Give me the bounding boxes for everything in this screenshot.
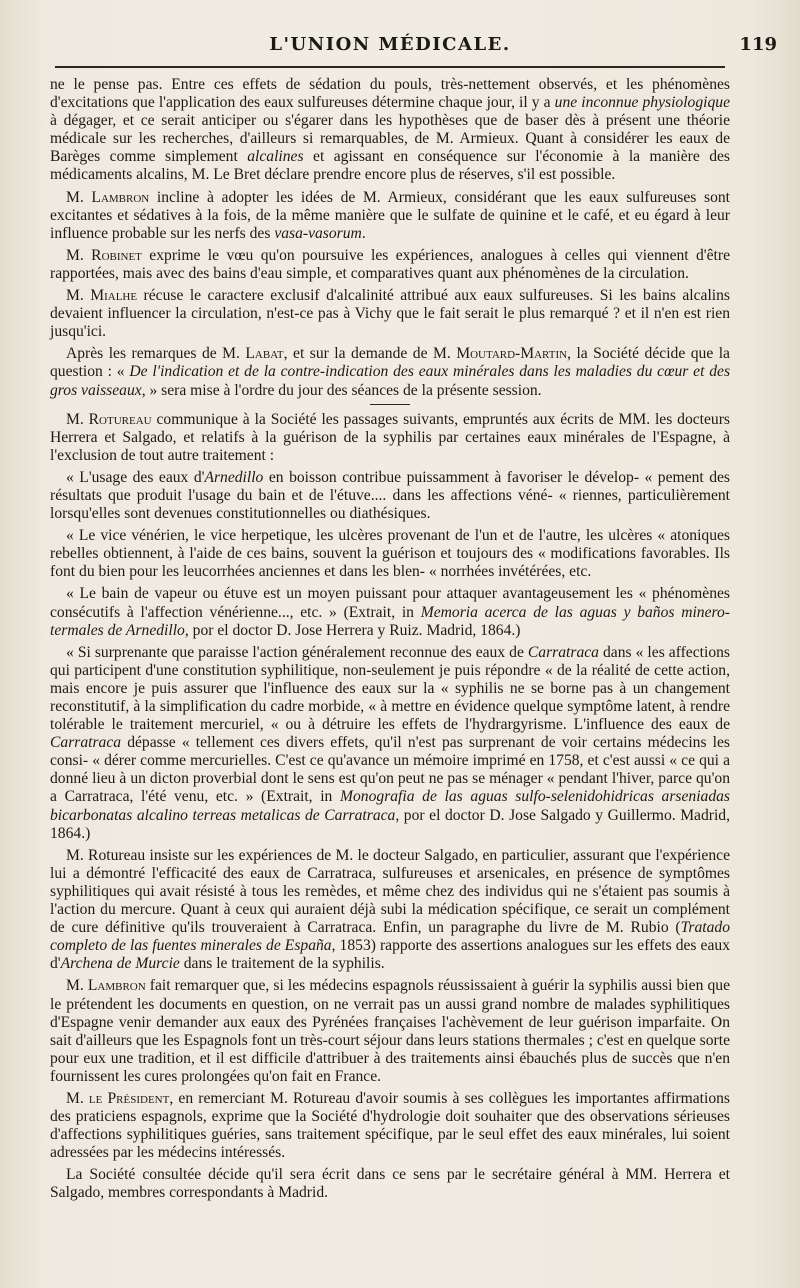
text-segment: , por el doctor D. Jose Salgado y Guillermo. Madrid, 1864.) bbox=[50, 806, 731, 842]
header-rule bbox=[55, 66, 725, 68]
text-segment: Lambron bbox=[91, 188, 150, 206]
running-title: L'UNION MÉDICALE. bbox=[269, 34, 511, 55]
text-segment: « Le bain de vapeur ou étuve est un moyen puissant pour attaquer avantageusement les « phénomènes consécutifs à l'affection vénérienne..., etc. » (Extrait, in bbox=[50, 585, 730, 621]
section-separator bbox=[370, 404, 410, 405]
paragraph-p1 bbox=[50, 76, 730, 185]
text-segment: à dégager, et ce serait anticiper ou s'égarer dans les hypothèses que de baser dès à présent une théorie médicale sur les recherches, d'ailleurs si remarquables, de M. Armieux. Quant à considérer les eaux de Barèges comme simplement bbox=[50, 112, 730, 166]
paragraph-p10 bbox=[50, 644, 730, 843]
text-segment: La Société consultée décide qu'il sera écrit dans ce sens par le secrétaire général à MM. Herrera et Salgado, membres correspondants à Madrid. bbox=[50, 1166, 730, 1202]
paragraph-p14 bbox=[50, 1166, 730, 1202]
text-segment: une inconnue physiologique bbox=[554, 94, 730, 112]
text-segment: ne le pense pas. Entre ces effets de sédation du pouls, très-nettement observés, et les phénomènes d'excitations que l'application des eaux sulfureuses détermine chaque jour, il y a bbox=[50, 76, 730, 112]
text-segment: M. bbox=[66, 410, 89, 428]
text-segment: Carratraca bbox=[50, 734, 122, 752]
text-segment: M. bbox=[66, 246, 92, 264]
article-body bbox=[50, 76, 730, 1207]
text-segment: De l'indication et de la contre-indication des eaux minérales dans les maladies du cœur et des gros vaisseaux bbox=[50, 363, 731, 399]
text-segment: Carratraca bbox=[527, 643, 599, 661]
text-segment: récuse le caractere exclusif d'alcalinité attribué aux eaux sulfureuses. Si les bains alcalins devaient influencer la circulation, n'est-ce pas à Vichy que le fait serait le plus remarqué ? et il n'en est rien jusqu'ici. bbox=[50, 287, 730, 341]
paragraph-p11 bbox=[50, 847, 730, 974]
text-segment: « Si surprenante que paraisse l'action généralement reconnue des eaux de bbox=[66, 643, 528, 661]
text-segment: le Président bbox=[88, 1089, 170, 1107]
text-segment: , 1853) rapporte des assertions analogues sur les effets des eaux d' bbox=[50, 937, 730, 973]
text-segment: exprime le vœu qu'on poursuive les expériences, analogues à celles qui viennent d'être rapportées, mais avec des bains d'eau simple, et comparatives quant aux phénomènes de la circulation. bbox=[50, 246, 730, 282]
text-segment: incline à adopter les idées de M. Armieux, considérant que les eaux sulfureuses sont excitantes et sédatives à la fois, de la même manière que le sulfate de quinine et le café, et eu égard à leur influence probable sur les nerfs des bbox=[50, 188, 730, 242]
paragraph-p7 bbox=[50, 469, 730, 523]
paragraph-p9 bbox=[50, 585, 730, 639]
text-segment: « Le vice vénérien, le vice herpetique, les ulcères provenant de l'un et de l'autre, les ulcères « atoniques rebelles obtiennent, à l'aide de ces bains, souvent la guérison et toujours des « modifications favorables. Ils font du bien pour les leucorrhées anciennes et dans les blen- « norrhées invétérées, etc. bbox=[50, 527, 730, 581]
text-segment: Mialhe bbox=[90, 287, 138, 305]
text-segment: M. Rotureau insiste sur les expériences de M. le docteur Salgado, en particulier, assurant que l'expérience lui a démontré l'efficacité des eaux de Carratraca, sulfureuses et arsenicales, en présence de symptômes syphilitiques qui avait résisté à tous les remèdes, et même chez des individus qui ne s'étaient pas soumis à l'action du mercure. Quant à ceux qui auraient déjà subi la médication spécifique, ce serait un complément de cure définitive qu'ils trouveraient à Carratraca. Enfin, un paragraphe du livre de M. Rubio ( bbox=[50, 846, 730, 937]
text-segment: communique à la Société les passages suivants, empruntés aux écrits de MM. les docteurs Herrera et Salgado, et relatifs à la guérison de la syphilis par certaines eaux minérales de l'Espagne, à l'exclusion de tout autre traitement : bbox=[50, 410, 730, 464]
text-segment: Robinet bbox=[91, 246, 142, 264]
page-number: 119 bbox=[739, 34, 777, 55]
text-segment: Monografia de las aguas sulfo-selenidohidricas arseniadas bicarbonatas alcalino terreas metalicas de Carratraca bbox=[50, 788, 730, 824]
text-segment: M. bbox=[66, 287, 91, 305]
text-segment: M. bbox=[66, 188, 92, 206]
text-segment: Lambron bbox=[87, 977, 146, 995]
text-segment: Moutard-Martin bbox=[456, 345, 568, 363]
paragraph-p3 bbox=[50, 247, 730, 283]
text-segment: alcalines bbox=[247, 148, 304, 166]
text-segment: dans « les affections qui participent d'une constitution syphilitique, non-seulement je puis répondre « de la réalité de cette action, mais encore je puis assurer que l'influence des eaux sur la « syphilis ne se borne pas à un changement reconstitutif, à la simplification du cadre morbide, « à mettre en évidence quelque symptôme latent, à rendre tolérable le traitement mercuriel, « ou à détruire les effets de l'hydrargyrisme. L'influence des eaux de bbox=[50, 643, 730, 734]
page-header bbox=[55, 30, 777, 62]
text-segment: M. bbox=[66, 1089, 89, 1107]
text-segment: en boisson contribue puissamment à favoriser le dévelop- « pement des résultats que produit l'usage du bain et de l'étuve.... dans les affections véné- « riennes, particulièrement lorsqu'elles sont devenues constitutionnelles ou diathésiques. bbox=[50, 468, 730, 523]
text-segment: et agissant en conséquence sur l'économie à la manière des médicaments alcalins, M. Le Bret déclare prendre encore plus de réserves, s'il est possible. bbox=[50, 148, 730, 184]
paragraph-p4 bbox=[50, 287, 730, 341]
paragraph-p13 bbox=[50, 1090, 730, 1162]
text-segment: vasa-vasorum bbox=[274, 224, 362, 242]
paragraph-p12 bbox=[50, 977, 730, 1086]
text-segment: Après les remarques de M. bbox=[66, 345, 246, 363]
text-segment: , por el doctor D. Jose Herrera y Ruiz. Madrid, 1864.) bbox=[184, 621, 521, 639]
text-segment: « L'usage des eaux d' bbox=[66, 468, 205, 486]
text-segment: Memoria acerca de las aguas y baños minero-termales de Arnedillo bbox=[50, 603, 730, 639]
text-segment: Rotureau bbox=[88, 410, 152, 428]
text-segment: Arnedillo bbox=[204, 468, 264, 486]
text-segment: dépasse « tellement ces divers effets, qu'il n'est pas surprenant de voir certains médecins les consi- « dérer comme mercurielles. C'est ce qu'avance un mémoire imprimé en 1758, et c'est aussi « ce qui a donné lieu à un dicton proverbial dont le sens est qu'on peut ne pas se ménager « pendant l'hiver, parce qu'on a Carratraca, l'été venu, etc. » (Extrait, in bbox=[50, 734, 730, 806]
paragraph-p2 bbox=[50, 189, 730, 243]
text-segment: , la Société décide que la question : « bbox=[50, 345, 730, 381]
paragraph-p5 bbox=[50, 345, 730, 399]
text-segment: Tratado completo de las fuentes minerales de España bbox=[50, 919, 730, 955]
paragraph-p8 bbox=[50, 527, 730, 581]
text-segment: . bbox=[361, 224, 366, 242]
text-segment: Archena de Murcie bbox=[60, 955, 180, 973]
text-segment: M. bbox=[66, 977, 88, 995]
text-segment: dans le traitement de la syphilis. bbox=[179, 955, 385, 973]
text-segment: fait remarquer que, si les médecins espagnols réussissaient à guérir la syphilis aussi bien que le prétendent les documents en question, on ne verrait pas un aussi grand nombre de malades syphilitiques d'Espagne venir demander aux eaux des Pyrénées françaises l'achèvement de leur guérison imparfaite. On sait d'ailleurs que les Espagnols font un très-court séjour dans leurs stations thermales ; c'est en quelque sorte pour eux une tradition, et il est difficile d'attribuer à des traitements ainsi ébauchés plus de succès que n'en fournissent les cures prolongées qu'on fait en France. bbox=[50, 977, 730, 1085]
text-segment: , » sera mise à l'ordre du jour des séances de la présente session. bbox=[141, 381, 542, 399]
text-segment: Labat bbox=[245, 345, 284, 363]
text-segment: , en remerciant M. Rotureau d'avoir soumis à ses collègues les importantes affirmations des praticiens espagnols, exprime que la Société d'hydrologie doit souhaiter que des observations sérieuses d'affections syphilitiques guéries, sans traitement spécifique, par le seul effet des eaux minérales, lui soient adressées par les médecins intéressés. bbox=[50, 1089, 730, 1162]
paragraph-p6 bbox=[50, 411, 730, 465]
text-segment: , et sur la demande de M. bbox=[283, 345, 457, 363]
